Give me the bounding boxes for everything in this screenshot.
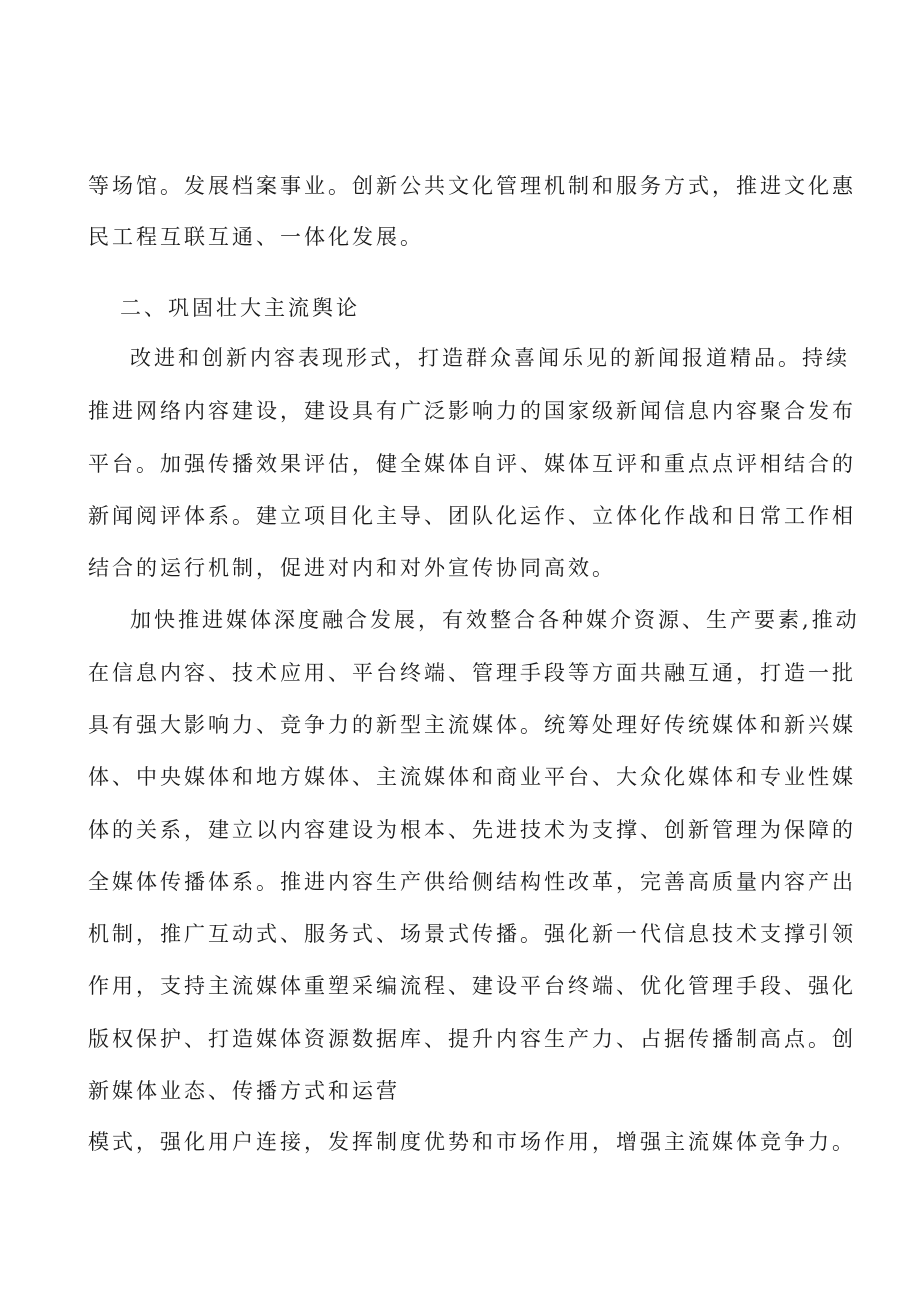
paragraph-line: 民工程互联互通、一体化发展。	[88, 225, 424, 249]
paragraph-line: 在信息内容、技术应用、平台终端、管理手段等方面共融互通，打造一批	[88, 661, 856, 685]
paragraph-line: 改进和创新内容表现形式，打造群众喜闻乐见的新闻报道精品。持续	[130, 346, 850, 370]
paragraph-line: 体的关系，建立以内容建设为根本、先进技术为支撑、创新管理为保障的	[88, 818, 856, 842]
paragraph-line: 结合的运行机制，促进对内和对外宣传协同高效。	[88, 556, 616, 580]
paragraph-line: 新闻阅评体系。建立项目化主导、团队化运作、立体化作战和日常工作相	[88, 504, 856, 528]
paragraph-line: 推进网络内容建设，建设具有广泛影响力的国家级新闻信息内容聚合发布	[88, 399, 856, 423]
paragraph-line: 新媒体业态、传播方式和运营	[88, 1079, 400, 1103]
paragraph-line: 机制，推广互动式、服务式、场景式传播。强化新一代信息技术支撑引领	[88, 922, 856, 946]
paragraph-line: 平台。加强传播效果评估，健全媒体自评、媒体互评和重点点评相结合的	[88, 452, 856, 476]
paragraph-line: 作用，支持主流媒体重塑采编流程、建设平台终端、优化管理手段、强化	[88, 974, 856, 998]
paragraph-line: 等场馆。发展档案事业。创新公共文化管理机制和服务方式，推进文化惠	[88, 174, 856, 198]
paragraph-line: 模式，强化用户连接，发挥制度优势和市场作用，增强主流媒体竞争力。	[88, 1130, 856, 1154]
paragraph-line: 版权保护、打造媒体资源数据库、提升内容生产力、占据传播制高点。创	[88, 1027, 856, 1051]
section-heading: 二、巩固壮大主流舆论	[120, 296, 360, 320]
paragraph-line: 全媒体传播体系。推进内容生产供给侧结构性改革，完善高质量内容产出	[88, 870, 856, 894]
paragraph-line: 体、中央媒体和地方媒体、主流媒体和商业平台、大众化媒体和专业性媒	[88, 765, 856, 789]
paragraph-line: 加快推进媒体深度融合发展，有效整合各种媒介资源、生产要素,推动	[130, 608, 860, 632]
paragraph-line: 具有强大影响力、竞争力的新型主流媒体。统筹处理好传统媒体和新兴媒	[88, 713, 856, 737]
